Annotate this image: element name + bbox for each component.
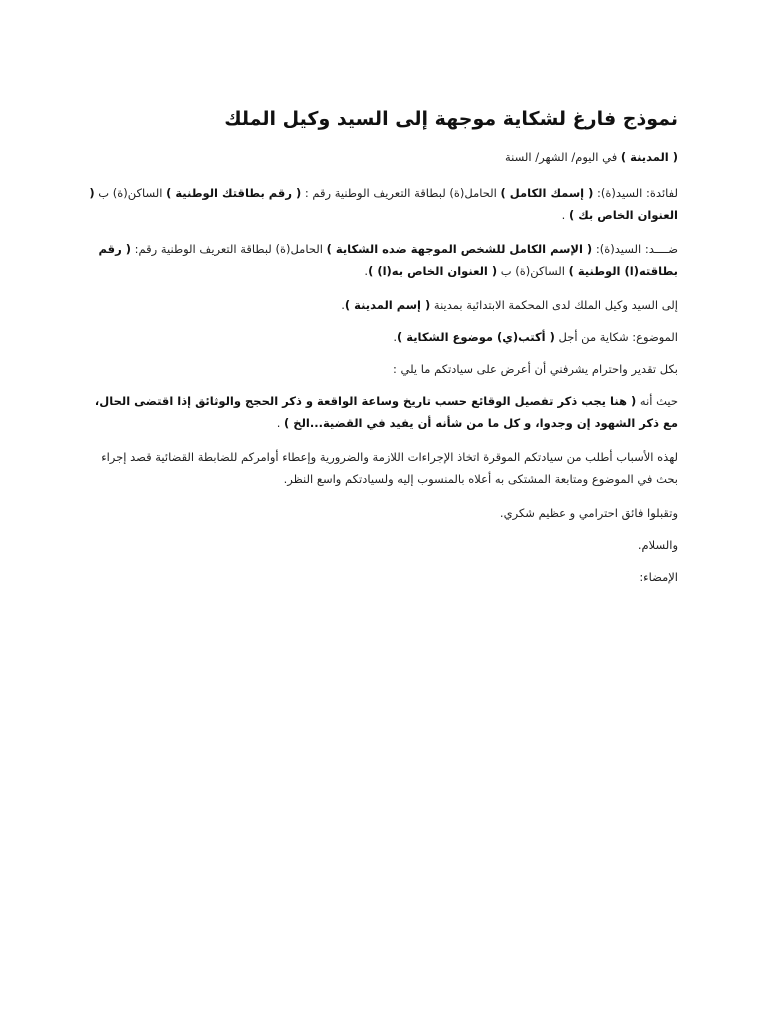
complainant-name: ( إسمك الكامل ) <box>500 186 594 200</box>
complainant-residence-text: الساكن(ة) ب <box>94 186 167 200</box>
facts-details: ( هنا يجب ذكر تفصيل الوقائع حسب تاريخ وساعة الواقعة و ذكر الحجج والوثائق إذا اقتضى الحال، مع ذكر الشهود إن وجدوا، و كل ما من شأنه أن يفيد في القضية...الخ ) <box>94 394 678 430</box>
city-placeholder: ( المدينة ) <box>620 150 678 164</box>
facts-text: حيث أنه <box>636 394 678 408</box>
defendant-id-text: الحامل(ة) لبطاقة التعريف الوطنية رقم: <box>130 242 327 256</box>
addressee-city: ( إسم المدينة ) <box>344 298 431 312</box>
complainant-prefix: لفائدة: السيد(ة): <box>593 186 678 200</box>
addressee-text: إلى السيد وكيل الملك لدى المحكمة الابتدائية بمدينة <box>430 298 678 312</box>
facts-end: . <box>276 416 285 430</box>
defendant-paragraph <box>88 238 678 282</box>
complainant-address: ( العنوان الخاص بك ) <box>89 186 678 222</box>
complaint-document <box>88 104 678 598</box>
addressee-line <box>88 294 678 316</box>
signature-line: الإمضاء: <box>639 570 678 584</box>
subject-text: الموضوع: شكاية من أجل <box>554 330 678 344</box>
complainant-end: . <box>561 208 569 222</box>
defendant-end: . <box>364 264 369 278</box>
subject-line <box>88 326 678 348</box>
defendant-prefix: ضــــد: السيد(ة): <box>592 242 678 256</box>
complainant-paragraph <box>88 182 678 226</box>
document-title: نموذج فارغ لشكاية موجهة إلى السيد وكيل الملك <box>224 108 678 130</box>
complainant-id-text: الحامل(ة) لبطاقة التعريف الوطنية رقم : <box>301 186 501 200</box>
date-text: في اليوم/ الشهر/ السنة <box>504 150 621 164</box>
defendant-address: ( العنوان الخاص به(ا) ) <box>368 264 498 278</box>
closing-line: وتقبلوا فائق احترامي و عظيم شكري. <box>499 506 678 520</box>
request-paragraph: لهذه الأسباب أطلب من سيادتكم الموقرة اتخاذ الإجراءات اللازمة والضرورية وإعطاء أوامركم للضابطة القضائية قصد إجراء بحث في الموضوع ومتابعة المشتكى به أعلاه بالمنسوب إليه ولسيادتكم واسع النظر. <box>101 450 678 486</box>
subject-topic: ( أكتب(ي) موضوع الشكاية ) <box>397 330 555 344</box>
defendant-residence-text: الساكن(ة) ب <box>497 264 569 278</box>
defendant-id-number: ( رقم بطاقته(ا) الوطنية ) <box>98 242 678 278</box>
intro-line: بكل تقدير واحترام يشرفني أن أعرض على سيادتكم ما يلي : <box>392 362 678 376</box>
salutation-line: والسلام. <box>637 538 678 552</box>
subject-end: . <box>393 330 397 344</box>
addressee-end: . <box>341 298 345 312</box>
place-date-line <box>88 146 678 168</box>
facts-paragraph <box>88 390 678 434</box>
complainant-id-number: ( رقم بطاقتك الوطنية ) <box>166 186 302 200</box>
defendant-name: ( الإسم الكامل للشخص الموجهة ضده الشكاية ) <box>326 242 593 256</box>
